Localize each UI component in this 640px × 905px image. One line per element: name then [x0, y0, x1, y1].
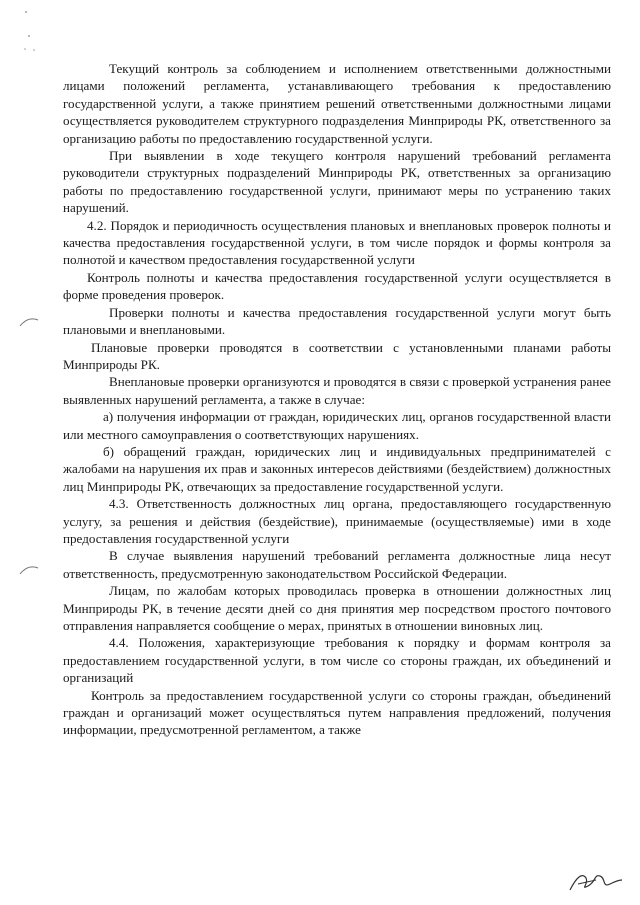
document-body — [63, 60, 611, 739]
paragraph-public-control: Контроль за предоставлением государственной услуги со стороны граждан, объединений граждан и организаций может осуществляться путем направления предложений, получения информации, предусмотренной регламентом, а также — [63, 687, 611, 738]
section-heading-4-3: 4.3. Ответственность должностных лиц органа, предоставляющего государственную услугу, за решения и действия (бездействие), принимаемые (осуществляемые) ими в ходе предоставления государственной услуги — [63, 496, 611, 546]
punch-hole-arc-icon — [18, 562, 40, 576]
signature-initials-icon — [566, 868, 626, 898]
paragraph-planned-inspections: Плановые проверки проводятся в соответствии с установленными планами работы Минприроды РК. — [63, 339, 611, 372]
list-item-b: б) обращений граждан, юридических лиц и индивидуальных предпринимателей с жалобами на нарушения их прав и законных интересов действиями (бездействием) должностных лиц Минприроды РК, отвечающих за предоставление государственной услуги. — [63, 443, 611, 494]
section-heading-4-4: 4.4. Положения, характеризующие требования к порядку и формам контроля за предоставлением государственной услуги, в том числе со стороны граждан, их объединений и организаций — [63, 635, 611, 686]
paragraph-responsibility: В случае выявления нарушений требований регламента должностные лица несут ответственность, предусмотренную законодательством Российской Федерации. — [63, 548, 611, 581]
list-item-a: а) получения информации от граждан, юридических лиц, органов государственной власти или местного самоуправления о соответствующих нарушениях. — [63, 409, 611, 442]
paragraph-complaint-notice: Лицам, по жалобам которых проводилась проверка в отношении должностных лиц Минприроды РК, в течение десяти дней со дня принятия мер посредством простого почтового отправления направляется сообщение о мерах, принятых в отношении виновных лиц. — [63, 583, 611, 633]
paragraph-current-control: Текущий контроль за соблюдением и исполнением ответственными должностными лицами положений регламента, устанавливающего требования к предоставлению государственной услуги, а также принятием решений ответственными должностными лицами осуществляется руководителем структурного подразделения Минприроды РК, ответственного за организацию работы по предоставлению государственной услуги. — [63, 61, 611, 146]
paragraph-inspection-form: Контроль полноты и качества предоставления государственной услуги осуществляется в форме проведения проверок. — [63, 269, 611, 303]
paragraph-violation-measures: При выявлении в ходе текущего контроля нарушений требований регламента руководители структурных подразделений Минприроды РК, ответственных за организацию работы по предоставлению государственной услуги, принимают меры по устранению таких нарушений. — [63, 148, 611, 216]
punch-hole-arc-icon — [18, 314, 40, 328]
paragraph-unplanned-inspections: Внеплановые проверки организуются и проводятся в связи с проверкой устранения ранее выявленных нарушений регламента, а также в случае: — [63, 374, 611, 407]
paragraph-inspection-types: Проверки полноты и качества предоставления государственной услуги могут быть плановыми и внеплановыми. — [63, 304, 611, 338]
scan-mark-icon — [14, 8, 44, 58]
section-heading-4-2: 4.2. Порядок и периодичность осуществления плановых и внеплановых проверок полноты и качества предоставления государственной услуги, в том числе порядок и формы контроля за полнотой и качеством предоставления государственной услуги — [63, 217, 611, 268]
